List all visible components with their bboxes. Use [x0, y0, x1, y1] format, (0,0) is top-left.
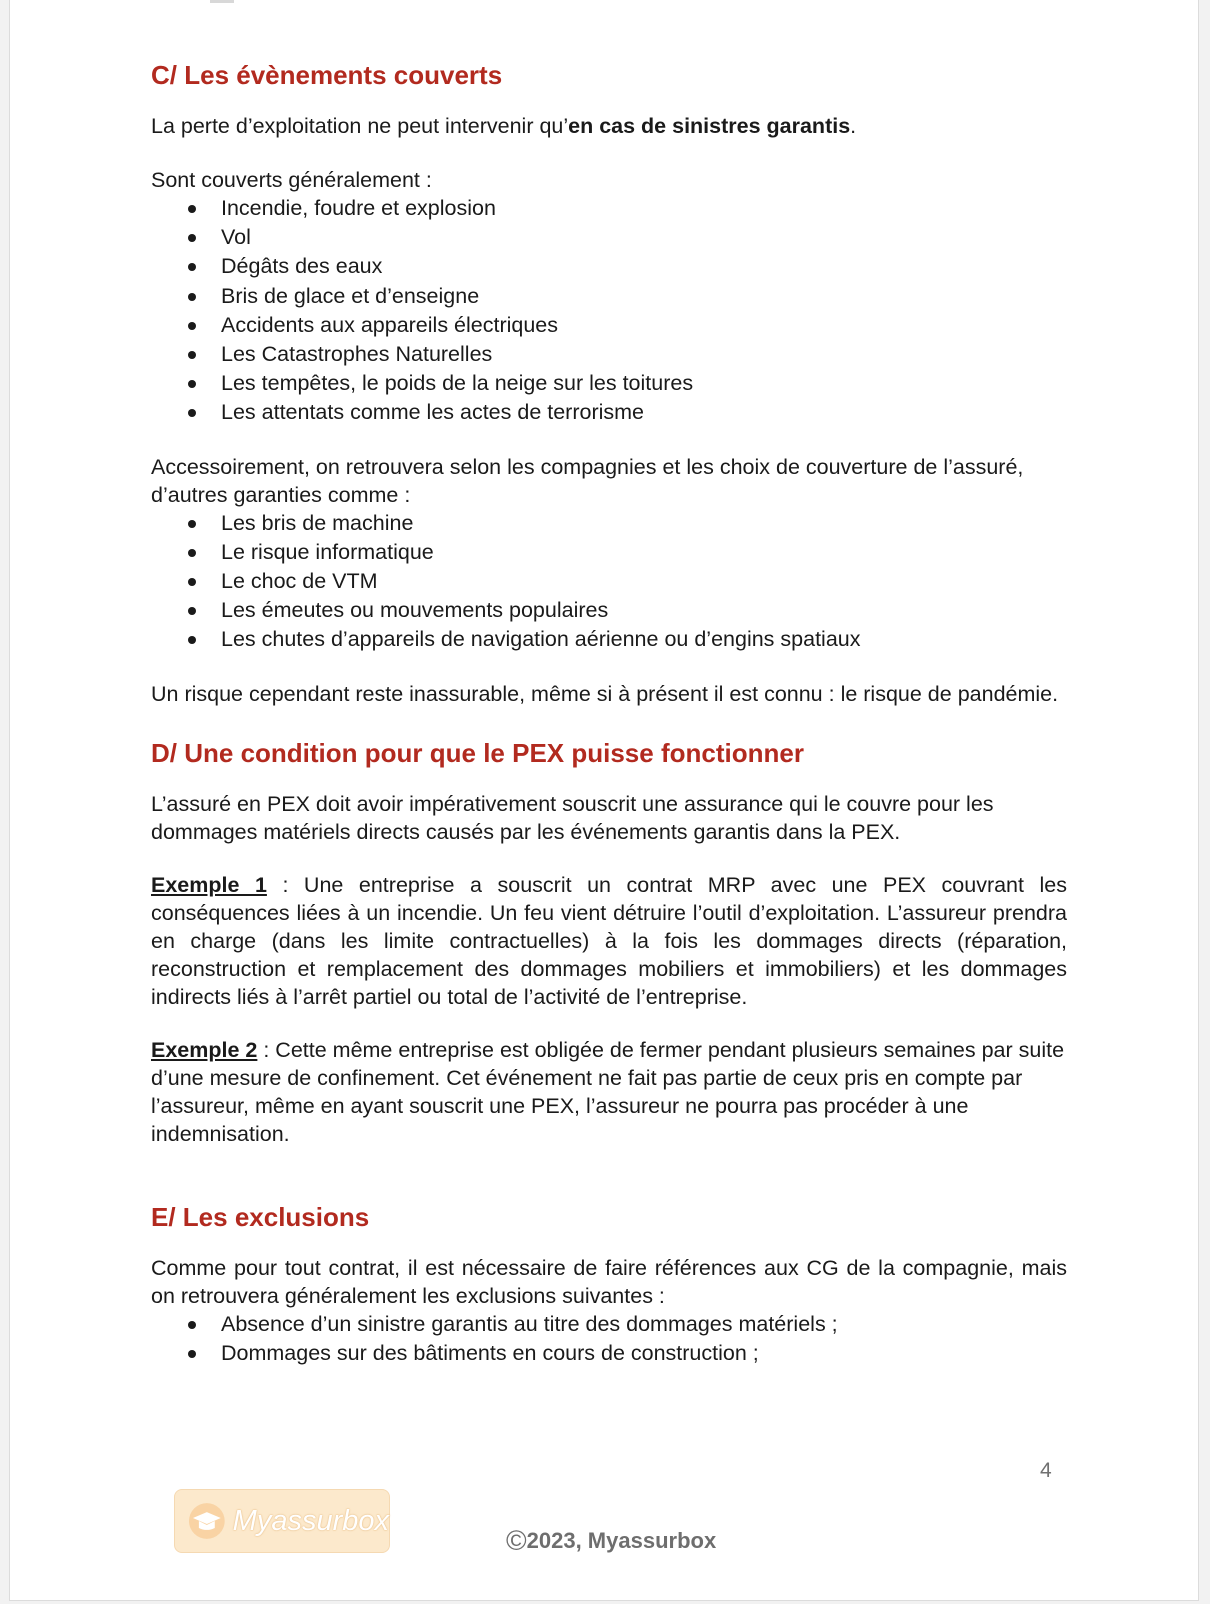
example-2-label: Exemple 2: [151, 1037, 258, 1062]
list-item: Les bris de machine: [221, 509, 1067, 538]
list-item: Les tempêtes, le poids de la neige sur les toitures: [221, 369, 1067, 398]
page-top-mark: [210, 0, 234, 3]
covered-intro: Sont couverts généralement :: [151, 168, 432, 192]
extra-guarantees-list: [151, 509, 1067, 655]
example-2-text: : Cette même entreprise est obligée de fermer pendant plusieurs semaines par suite d’une mesure de confinement. Cet événement ne fait pas partie de ceux pris en compte par l’assureur, même en ayant souscrit une PEX, l’assureur ne pourra pas procéder à une indemnisation.: [151, 1037, 1065, 1146]
exclusions-list: [151, 1310, 1067, 1368]
list-item: Absence d’un sinistre garantis au titre des dommages matériels ;: [221, 1310, 1067, 1339]
list-item: Le risque informatique: [221, 538, 1067, 567]
example-1-text: : Une entreprise a souscrit un contrat MRP avec une PEX couvrant les conséquences liées à un incendie. Un feu vient détruire l’outil d’exploitation. L’assureur prendra en charge (dans les limite contractuelles) à la fois les dommages directs (réparation, reconstruction et remplacement des dommages mobiliers et immobiliers) et les dommages indirects liés à l’arrêt partiel ou total de l’activité de l’entreprise.: [151, 872, 1067, 1009]
extra-guarantees-intro: Accessoirement, on retrouvera selon les compagnies et les choix de couverture de l’assuré, d’autres garanties comme :: [151, 454, 1024, 507]
list-item: Les émeutes ou mouvements populaires: [221, 596, 1067, 625]
section-d-heading: D/ Une condition pour que le PEX puisse fonctionner: [151, 737, 804, 768]
copyright-footer: [506, 1525, 716, 1557]
logo-text: Myassurbox: [232, 1504, 389, 1537]
section-d-paragraph: L’assuré en PEX doit avoir impérativement souscrit une assurance qui le couvre pour les dommages matériels directs causés par les événements garantis dans la PEX.: [151, 791, 994, 844]
graduation-cap-icon: [187, 1501, 227, 1541]
section-c-intro-text: La perte d’exploitation ne peut intervenir qu’: [151, 114, 569, 138]
example-2-paragraph: [151, 1036, 1067, 1148]
section-e-paragraph: Comme pour tout contrat, il est nécessaire de faire références aux CG de la compagnie, mais on retrouvera généralement les exclusions suivantes :: [151, 1255, 1067, 1308]
copyright-symbol: ©: [506, 1525, 527, 1556]
section-c-heading: C/ Les évènements couverts: [151, 60, 503, 90]
list-item: Dégâts des eaux: [221, 252, 1067, 281]
page-number: 4: [1040, 1459, 1052, 1482]
list-item: Bris de glace et d’enseigne: [221, 282, 1067, 311]
uninsurable-risk-paragraph: Un risque cependant reste inassurable, même si à présent il est connu : le risque de pandémie.: [151, 681, 1059, 706]
section-e-heading: E/ Les exclusions: [151, 1201, 370, 1232]
myassurbox-logo: [174, 1489, 390, 1553]
list-item: Incendie, foudre et explosion: [221, 194, 1067, 223]
example-1-label: Exemple 1: [151, 872, 267, 897]
page-content: [151, 58, 1067, 1368]
covered-list: [151, 194, 1067, 428]
section-c-intro-bold: en cas de sinistres garantis: [568, 114, 851, 138]
list-item: Accidents aux appareils électriques: [221, 311, 1067, 340]
section-c-intro-end: .: [850, 114, 857, 138]
copyright-text: 2023, Myassurbox: [526, 1528, 717, 1553]
list-item: Les attentats comme les actes de terrorisme: [221, 398, 1067, 427]
example-1-paragraph: [151, 871, 1067, 1011]
list-item: Le choc de VTM: [221, 567, 1067, 596]
list-item: Les Catastrophes Naturelles: [221, 340, 1067, 369]
list-item: Dommages sur des bâtiments en cours de construction ;: [221, 1339, 1067, 1368]
document-page: [9, 0, 1199, 1601]
section-c-intro: [151, 112, 1067, 140]
list-item: Vol: [221, 223, 1067, 252]
list-item: Les chutes d’appareils de navigation aérienne ou d’engins spatiaux: [221, 625, 1067, 654]
